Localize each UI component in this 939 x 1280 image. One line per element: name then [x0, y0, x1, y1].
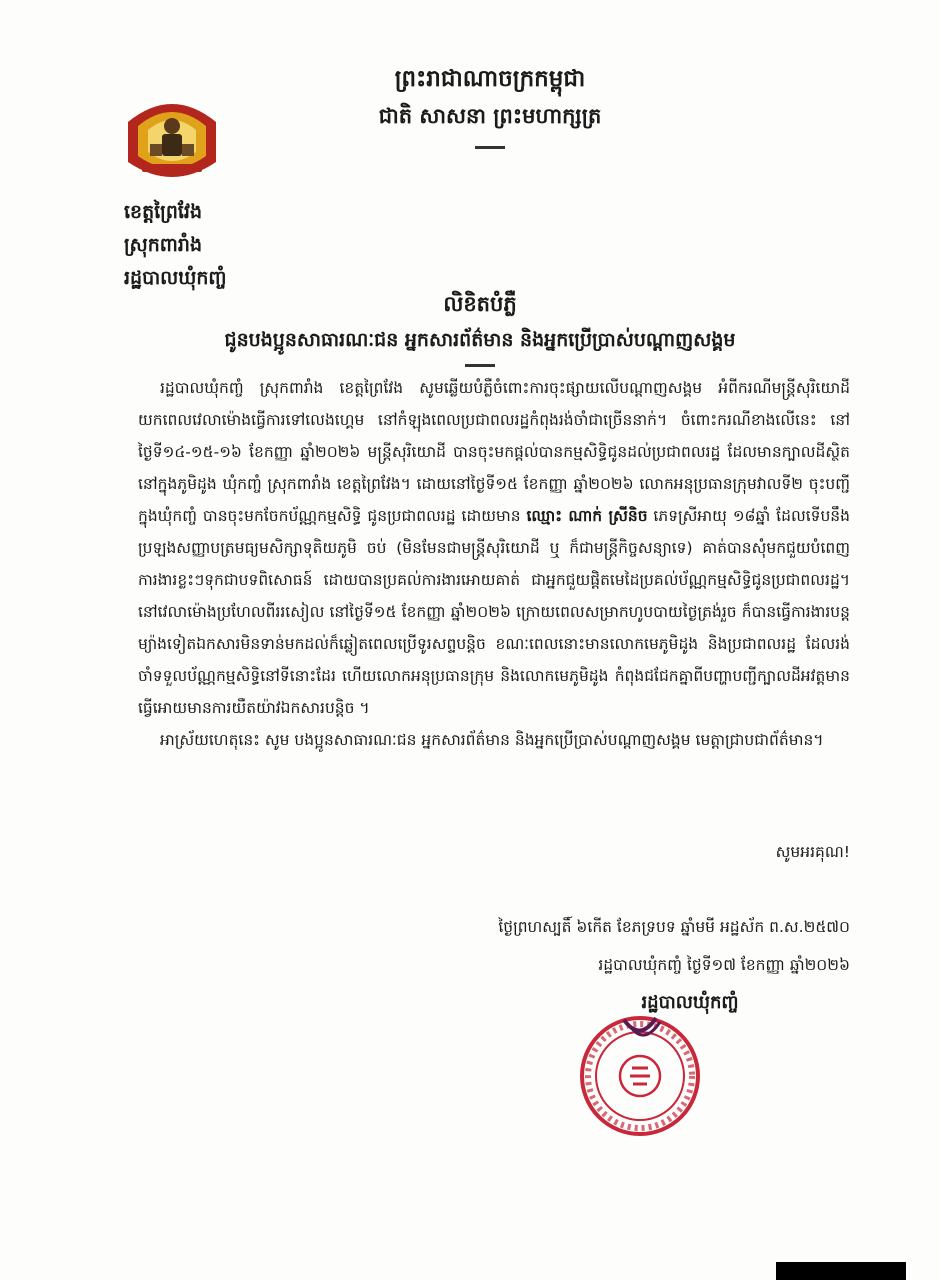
kingdom-title: ព្រះរាជាណាចក្រកម្ពុជា [394, 66, 586, 92]
body-paragraph-1 [138, 372, 850, 724]
national-header [300, 62, 680, 149]
date-block [380, 908, 850, 984]
title-ornament [465, 364, 495, 367]
commune-name: រដ្ឋបាលឃុំកញ្ចំ [124, 267, 227, 289]
solar-date: រដ្ឋបាលឃុំកញ្ចំ ថ្ងៃទី១៧ ខែកញ្ញា ឆ្នាំ២០២៦ [598, 956, 850, 974]
highlighted-name: ឈ្មោះ ណាក់ ស្រីនិច [526, 507, 648, 525]
closing-thanks: សូមអរគុណ! [775, 843, 850, 861]
official-seal-icon [570, 1006, 710, 1146]
province-name: ខេត្តព្រៃវែង [124, 201, 203, 223]
issuing-authority [124, 196, 227, 295]
letter-addressees: ជូនបងប្អូនសាធារណៈជន អ្នកសារព័ត៌មាន និងអ្នកប្រើប្រាស់បណ្ដាញសង្គម [224, 329, 736, 351]
corner-mark [776, 1262, 906, 1280]
letter-title-block [100, 288, 860, 367]
lunar-date: ថ្ងៃព្រហស្បតិ៍ ៦កើត ខែភទ្របទ ឆ្នាំមមី អដ្ឋស័ក ព.ស.២៥៧០ [498, 918, 850, 936]
paragraph-1-text-b: ភេទស្រីអាយុ ១៨ឆ្នាំ ដែលទើបនឹងប្រឡងសញ្ញាបត្រមធ្យមសិក្សាទុតិយភូមិ ចប់ (មិនមែនជាមន្ត្រីសុរិយោដី ឬ ក៏ជាមន្ត្រីកិច្ចសន្យាទេ) គាត់បានសុំមកជួយបំពេញការងារខ្លះៗទុកជាបទពិសោធន៍ ដោយបានប្រគល់ការងារអោយគាត់ ជាអ្នកជួយផ្ដិតមេដៃប្រគល់ប័ណ្ណកម្មសិទ្ធិជូនប្រជាពលរដ្ឋ។ នៅវេលាម៉ោងប្រហែលពីររសៀល នៅថ្ងៃទី១៥ ខែកញ្ញា ឆ្នាំ២០២៦ ក្រោយពេលសម្រាកហូបបាយថ្ងៃត្រង់រួច ក៏បានធ្វើការងារបន្ត ម្យ៉ាងទៀតឯកសារមិនទាន់មកដល់ក៏ឆ្លៀតពេលប្រើទូរសព្ទបន្តិច ខណៈពេលនោះមានលោកមេភូមិដូង និងប្រជាពលរដ្ឋ ដែលរង់ចាំទទួលប័ណ្ណកម្មសិទ្ធិនៅទីនោះដែរ ហើយលោកអនុប្រធានក្រុម និងលោកមេភូមិដូង កំពុងជជែកគ្នាពីបញ្ហាបញ្ជីក្បាលដីអវត្តមានធ្វើអោយមានការយឺតយ៉ាវឯកសារបន្តិច ។ [138, 507, 850, 717]
signing-authority: រដ្ឋបាលឃុំកញ្ចំ [641, 992, 739, 1013]
letter-body [138, 372, 850, 756]
national-motto: ជាតិ សាសនា ព្រះមហាក្សត្រ [378, 104, 602, 128]
commune-emblem-icon [120, 92, 224, 192]
body-paragraph-2: អាស្រ័យហេតុនេះ សូម បងប្អូនសាធារណៈជន អ្នកសារព័ត៌មាន និងអ្នកប្រើប្រាស់បណ្ដាញសង្គម មេត្តាជ្រាបជាព័ត៌មាន។ [160, 731, 824, 749]
paragraph-1-text-a: រដ្ឋបាលឃុំកញ្ចំ ស្រុកពារាំង ខេត្តព្រៃវែង សូមឆ្លើយបំភ្លឺចំពោះការចុះផ្សាយលើបណ្ដាញសង្គម អំពីករណីមន្ត្រីសុរិយោដី យកពេលវេលាម៉ោងធ្វើការទៅលេងហ្គេម នៅកំឡុងពេលប្រជាពលរដ្ឋកំពុងរង់ចាំជាច្រើននាក់។ ចំពោះករណីខាងលើនេះ នៅថ្ងៃទី១៤-១៥-១៦ ខែកញ្ញា ឆ្នាំ២០២៦ មន្ត្រីសុរិយោដី បានចុះមកផ្ដល់បានកម្មសិទ្ធិជូនដល់ប្រជាពលរដ្ឋ ដែលមានក្បាលដីស្ថិតនៅក្នុងភូមិដូង ឃុំកញ្ចំ ស្រុកពារាំង ខេត្តព្រៃវែង។ ដោយនៅថ្ងៃទី១៥ ខែកញ្ញា ឆ្នាំ២០២៦ លោកអនុប្រធានក្រុមវាលទី២ ចុះបញ្ជីក្នុងឃុំកញ្ចំ បានចុះមកចែកប័ណ្ណកម្មសិទ្ធិ ជូនប្រជាពលរដ្ឋ ដោយមាន [138, 379, 850, 525]
district-name: ស្រុកពារាំង [124, 234, 203, 256]
header-ornament [475, 146, 505, 149]
letter-title: លិខិតបំភ្លឺ [443, 292, 517, 316]
